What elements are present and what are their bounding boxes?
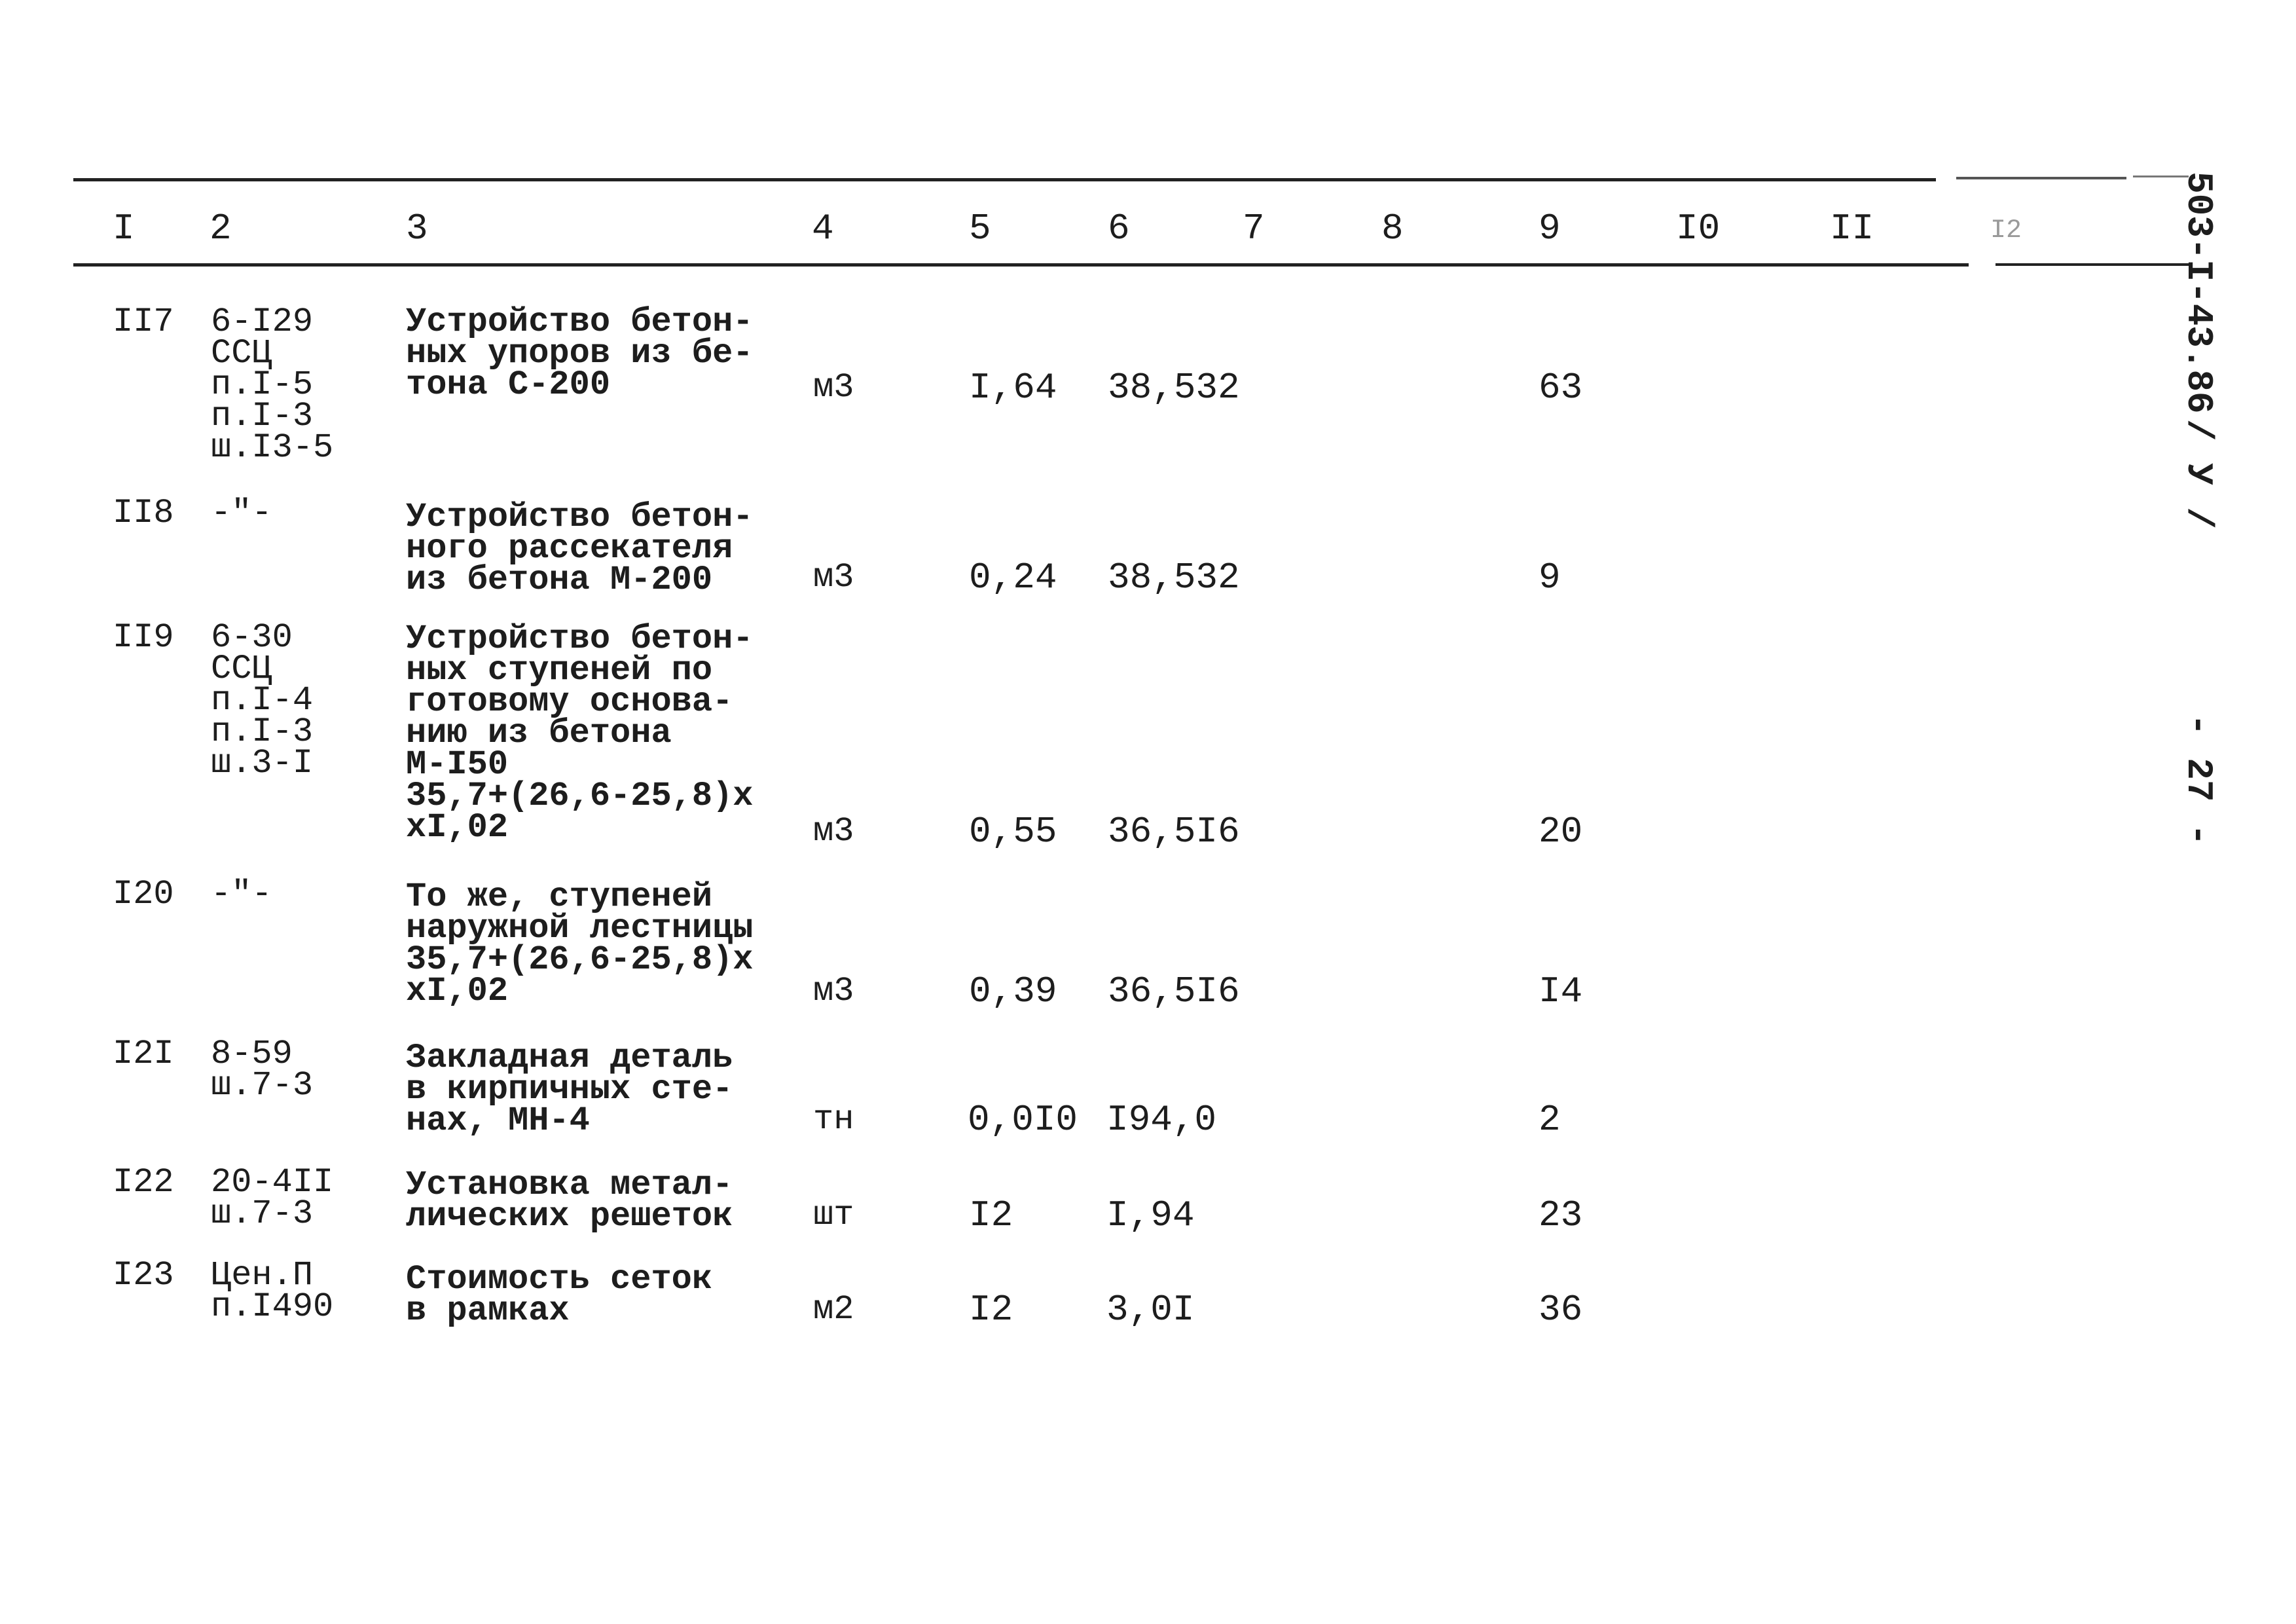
total-cost: 2 (1539, 1099, 1561, 1141)
table-top-rule-right (1956, 177, 2126, 179)
total-cost: 20 (1539, 811, 1583, 853)
row-number: I22 (113, 1163, 174, 1202)
column-header-4: 4 (812, 208, 834, 249)
quantity: I2 (969, 1194, 1013, 1236)
column-header-5: 5 (969, 208, 991, 249)
norm-code: -"- (211, 494, 272, 532)
unit-price: 36,5I6 (1108, 970, 1240, 1012)
norm-code: 6-I29 ССЦ п.I-5 п.I-3 ш.I3-5 (211, 303, 334, 467)
album-mark: / У / (2178, 419, 2219, 530)
total-cost: 63 (1539, 367, 1583, 409)
work-description: То же, ступеней наружной лестницы 35,7+(26,6-25,8)x xI,02 (406, 877, 754, 1010)
unit: м3 (813, 368, 854, 407)
norm-code: 8-59 ш.7-3 (211, 1035, 314, 1105)
row-number: II9 (113, 618, 174, 657)
norm-code: Цен.П п.I490 (211, 1256, 334, 1326)
document-code: 503-I-43.86 (2178, 172, 2219, 414)
unit: м3 (813, 812, 854, 851)
norm-code: 20-4II ш.7-3 (211, 1163, 334, 1233)
unit: м2 (813, 1290, 854, 1329)
header-bottom-rule-right (1995, 263, 2189, 266)
unit: тн (813, 1100, 854, 1139)
quantity: I2 (969, 1289, 1013, 1331)
unit-price: 36,5I6 (1108, 811, 1240, 853)
unit-price: 38,532 (1108, 367, 1240, 409)
unit-price: I94,0 (1106, 1099, 1217, 1141)
row-number: I20 (113, 875, 174, 913)
work-description: Установка метал- лических решеток (406, 1166, 733, 1236)
total-cost: 9 (1539, 557, 1561, 599)
norm-code: -"- (211, 875, 272, 913)
quantity: 0,24 (969, 557, 1057, 599)
header-bottom-rule (73, 263, 1969, 267)
table-top-rule (73, 178, 1936, 181)
work-description: Устройство бетон- ного рассекателя из бетона М-200 (406, 498, 754, 599)
row-number: II8 (113, 494, 174, 532)
column-header-12-faint: I2 (1990, 216, 2022, 246)
row-number: I23 (113, 1256, 174, 1295)
row-number: I2I (113, 1035, 174, 1073)
column-header-9: 9 (1539, 208, 1561, 249)
unit-price: 38,532 (1108, 557, 1240, 599)
page-number: - 27 - (2178, 714, 2219, 846)
column-header-10: I0 (1676, 208, 1721, 249)
column-header-2: 2 (210, 208, 232, 249)
column-header-6: 6 (1108, 208, 1130, 249)
quantity: 0,0I0 (968, 1099, 1078, 1141)
work-description: Устройство бетон- ных ступеней по готовому основа- нию из бетона М-I50 35,7+(26,6-25,8)x xI,02 (406, 619, 754, 847)
unit-price: 3,0I (1106, 1289, 1195, 1331)
unit-price: I,94 (1106, 1194, 1195, 1236)
column-header-1: I (113, 208, 135, 249)
quantity: 0,39 (969, 970, 1057, 1012)
quantity: I,64 (969, 367, 1057, 409)
total-cost: 23 (1539, 1194, 1583, 1236)
unit: шт (813, 1196, 854, 1234)
work-description: Устройство бетон- ных упоров из бе- тона С-200 (406, 303, 754, 404)
unit: м3 (813, 558, 854, 597)
column-header-8: 8 (1381, 208, 1404, 249)
column-header-7: 7 (1243, 208, 1265, 249)
quantity: 0,55 (969, 811, 1057, 853)
norm-code: 6-30 ССЦ п.I-4 п.I-3 ш.3-I (211, 618, 314, 783)
column-header-11: II (1830, 208, 1874, 249)
total-cost: 36 (1539, 1289, 1583, 1331)
total-cost: I4 (1539, 970, 1583, 1012)
work-description: Стоимость сеток в рамках (406, 1260, 713, 1330)
work-description: Закладная деталь в кирпичных сте- нах, МН-4 (406, 1039, 733, 1140)
row-number: II7 (113, 303, 174, 341)
column-header-3: 3 (406, 208, 428, 249)
unit: м3 (813, 972, 854, 1010)
